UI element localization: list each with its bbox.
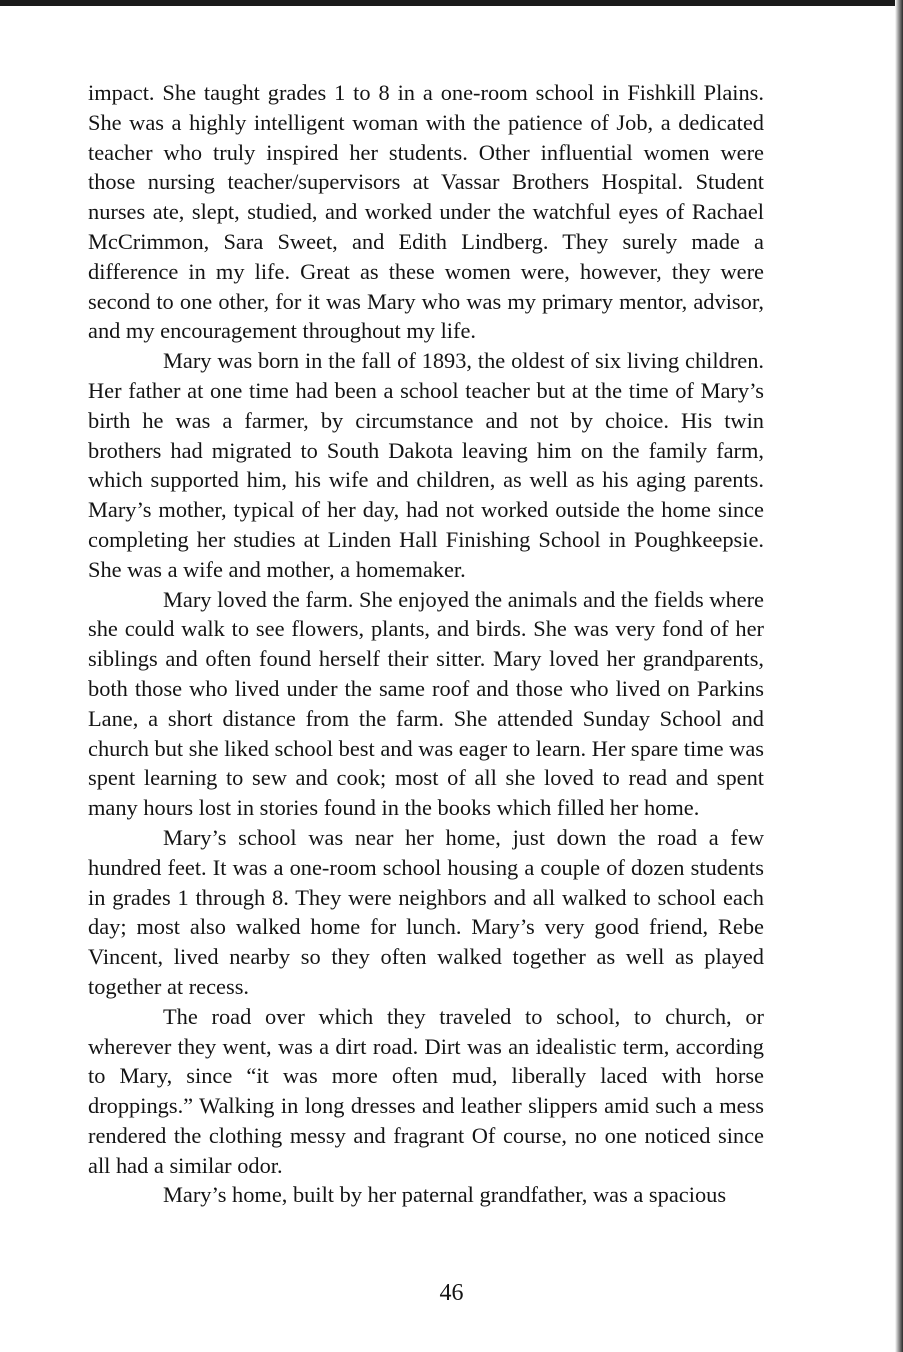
paragraph-3: Mary loved the farm. She enjoyed the animals and the fields where she could walk to see flowers, plants, and birds. She was very fond of her siblings and often found herself their sitter. Mary loved her grandparents, both those who lived under the same roof and those who lived on Parkins Lane, a short distance from the farm. She attended Sunday School and church but she liked school best and was eager to learn. Her spare time was spent learning to sew and cook; most of all she loved to read and spent many hours lost in stories found in the books which filled her home.: [88, 586, 764, 821]
paragraph-1: impact. She taught grades 1 to 8 in a one-room school in Fishkill Plains. She was a highly intelligent woman with the patience of Job, a dedicated teacher who truly inspired her students. Other influential women were those nursing teacher/supervisors at Vassar Brothers Hospital. Student nurses ate, slept, studied, and worked under the watchful eyes of Rachael McCrimmon, Sara Sweet, and Edith Lindberg. They surely made a difference in my life. Great as these women were, however, they were second to one other, for it was Mary who was my primary mentor, advisor, and my encouragement throughout my life.: [88, 80, 764, 344]
paragraph-6: Mary’s home, built by her paternal grandfather, was a spacious: [163, 1182, 727, 1208]
scan-top-edge: [0, 0, 903, 6]
paragraph-5: The road over which they traveled to school, to church, or wherever they went, was a dirt road. Dirt was an idealistic term, according to Mary, since “it was more often mud, liberally laced with horse droppings.” Walking in long dresses and leather slippers amid such a mess rendered the clothing messy and fragrant Of course, no one noticed since all had a similar odor.: [88, 1003, 764, 1178]
paragraph-2: Mary was born in the fall of 1893, the oldest of six living children. Her father at one time had been a school teacher but at the time of Mary’s birth he was a farmer, by circumstance and not by choice. His twin brothers had migrated to South Dakota leaving him on the family farm, which supported him, his wife and children, as well as his aging parents. Mary’s mother, typical of her day, had not worked outside the home since completing her studies at Linden Hall Finishing School in Poughkeepsie. She was a wife and mother, a homemaker.: [88, 348, 764, 582]
page-number: 46: [439, 1280, 464, 1306]
page-body: [88, 78, 764, 1210]
paragraph-4: Mary’s school was near her home, just down the road a few hundred feet. It was a one-room school housing a couple of dozen students in grades 1 through 8. They were neighbors and all walked to school each day; most also walked home for lunch. Mary’s very good friend, Rebe Vincent, lived nearby so they often walked together as well as played together at recess.: [88, 824, 764, 999]
scan-right-edge: [895, 0, 903, 1352]
